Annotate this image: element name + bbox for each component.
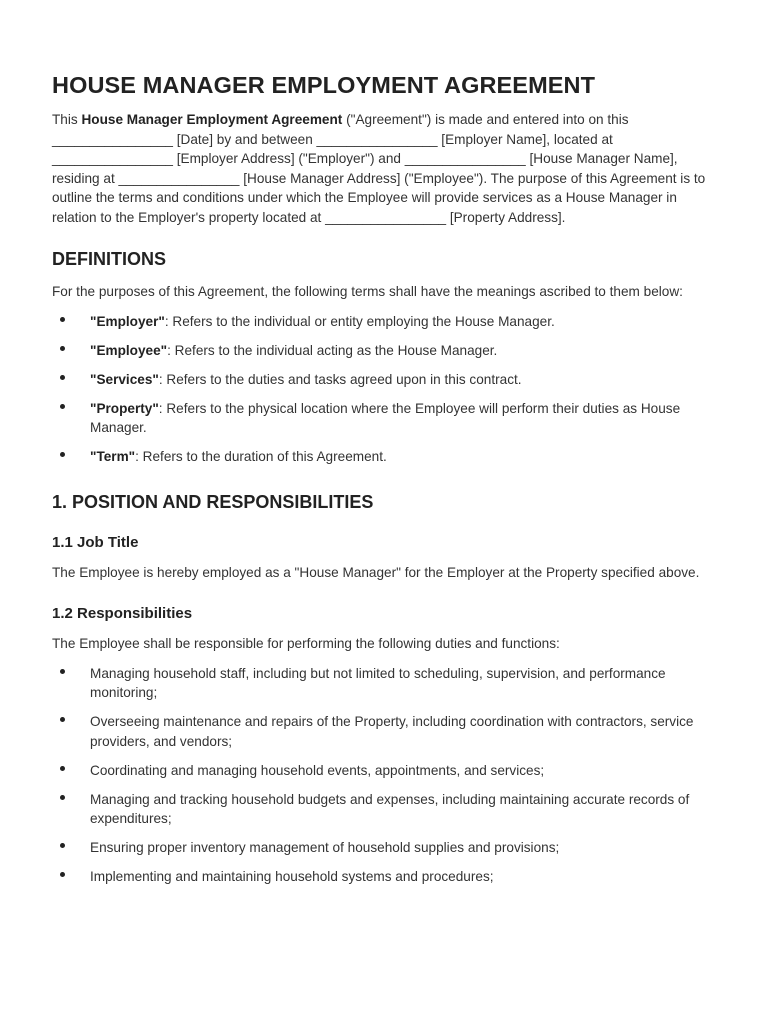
- responsibility-text: Overseeing maintenance and repairs of the Property, including coordination with contractors, service providers, and vendors;: [90, 714, 694, 749]
- list-item: [52, 341, 716, 361]
- responsibility-text: Managing and tracking household budgets and expenses, including maintaining accurate records of expenditures;: [90, 791, 690, 826]
- definitions-heading: DEFINITIONS: [52, 249, 167, 269]
- list-item: [52, 867, 716, 887]
- job-title-heading: 1.1 Job Title: [52, 533, 139, 551]
- definitions-intro: For the purposes of this Agreement, the following terms shall have the meanings ascribed to them below:: [52, 284, 683, 299]
- responsibility-text: Managing household staff, including but not limited to scheduling, supervision, and performance monitoring;: [90, 665, 666, 700]
- list-item: [52, 447, 716, 467]
- list-item: [52, 790, 716, 829]
- list-item: [52, 712, 716, 751]
- responsibilities-list: [52, 664, 716, 887]
- bullet-icon: [60, 317, 65, 322]
- intro-paragraph: [52, 110, 716, 227]
- intro-bold: House Manager Employment Agreement: [81, 112, 343, 127]
- responsibility-text: Ensuring proper inventory management of household supplies and provisions;: [90, 840, 560, 855]
- definition-term: "Employer": [90, 313, 165, 329]
- responsibilities-intro: The Employee shall be responsible for performing the following duties and functions:: [52, 636, 560, 651]
- definition-term: "Employee": [90, 342, 168, 358]
- bullet-icon: [60, 669, 65, 674]
- list-item: [52, 838, 716, 858]
- definition-term: "Services": [90, 371, 159, 387]
- bullet-icon: [60, 346, 65, 351]
- list-item: [52, 312, 716, 332]
- bullet-icon: [60, 795, 65, 800]
- definition-term: "Property": [90, 400, 159, 416]
- intro-post: ("Agreement") is made and entered into on this ________________ [Date] by and between ________________ [Employer Name], located at ________________ [Employer Address] ("Employer") and ________________ [House Manager Name], residing at ________________ [House Manager Address] ("Employee"). The purpose of this Agreement is to outline the terms and conditions under which the Employee will provide services as a House Manager in relation to the Employer's property located at ________________ [Property Address].: [52, 112, 706, 225]
- document-title: HOUSE MANAGER EMPLOYMENT AGREEMENT: [52, 72, 596, 98]
- definition-term: "Term": [90, 449, 136, 464]
- job-title-text: The Employee is hereby employed as a "House Manager" for the Employer at the Property specified above.: [52, 564, 700, 580]
- definition-text: : Refers to the individual acting as the House Manager.: [167, 342, 498, 358]
- section-1-heading: 1. POSITION AND RESPONSIBILITIES: [52, 491, 374, 512]
- bullet-icon: [60, 452, 65, 457]
- intro-pre: This: [52, 112, 82, 127]
- bullet-icon: [60, 717, 65, 722]
- bullet-icon: [60, 404, 65, 409]
- definition-text: : Refers to the duration of this Agreement.: [135, 449, 387, 464]
- definition-text: : Refers to the individual or entity employing the House Manager.: [164, 313, 555, 329]
- responsibility-text: Coordinating and managing household events, appointments, and services;: [90, 762, 545, 778]
- list-item: [52, 664, 716, 703]
- responsibility-text: Implementing and maintaining household systems and procedures;: [90, 869, 494, 884]
- definition-text: : Refers to the physical location where the Employee will perform their duties as House Manager.: [90, 400, 681, 435]
- bullet-icon: [60, 872, 65, 877]
- definition-text: : Refers to the duties and tasks agreed upon in this contract.: [158, 371, 522, 387]
- bullet-icon: [60, 843, 65, 848]
- definitions-list: [52, 312, 716, 467]
- responsibilities-heading: 1.2 Responsibilities: [52, 605, 193, 622]
- list-item: [52, 370, 716, 390]
- bullet-icon: [60, 375, 65, 380]
- bullet-icon: [60, 766, 65, 771]
- list-item: [52, 399, 716, 438]
- list-item: [52, 761, 716, 781]
